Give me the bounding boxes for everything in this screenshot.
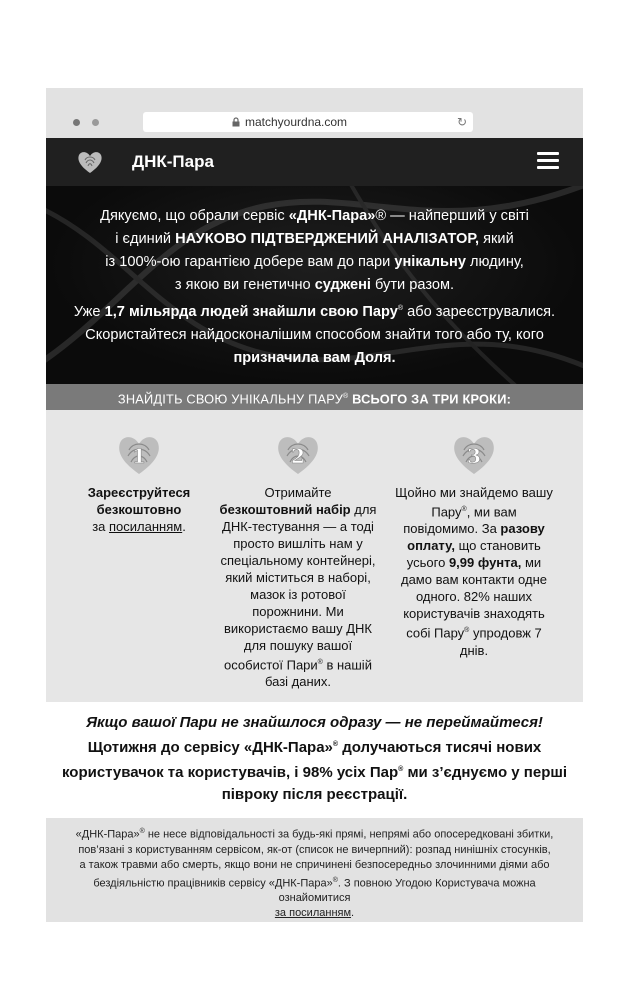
hero-line: і єдиний НАУКОВО ПІДТВЕРДЖЕНИЙ АНАЛІЗАТОР, який bbox=[115, 231, 514, 247]
heart-number-2-icon bbox=[275, 432, 321, 476]
steps-section bbox=[46, 410, 583, 702]
disclaimer: «ДНК-Пара»® не несе відповідальності за будь-які прямі, непрямі або опосередковані збитки, пов’язані з користуванням сервісом, як-от (список не вичерпний): розпад нинішніх стосунків, а також травми або смерть, якщо вони не спричинені безпосередньо злочинними діями або бездіяльністю працівників сервісу «ДНК-Пара»®. З повною Угодою Користувача можна ознайомитися за посиланням. bbox=[46, 818, 583, 922]
url-text: matchyourdna.com bbox=[245, 115, 348, 129]
hero-line: призначила вам Доля. bbox=[233, 349, 396, 366]
hero-line: з якою ви генетично суджені бути разом. bbox=[174, 277, 455, 293]
svg-text:2: 2 bbox=[291, 444, 305, 468]
step-1: 1 Зареєструйтеся безкоштовно за посиланням. bbox=[78, 432, 200, 535]
lock-icon bbox=[232, 117, 240, 127]
site-header bbox=[46, 138, 583, 186]
summary-text: Якщо вашої Пари не знайшлося одразу — не переймайтеся! Щотижня до сервісу «ДНК-Пара»® долучаються тисячі нових користувачок та користувачів, і 98% усіх Пар® ми з’єднуємо у перші півроку після реєстрації. bbox=[61, 714, 568, 803]
hero-line: із 100%-ою гарантією добере вам до пари унікальну людину, bbox=[105, 254, 524, 270]
step-3: 3 Щойно ми знайдемо вашу Пару®, ми вам повідомимо. За разову оплату, що становить усього 9,99 фунта, ми дамо вам контакти одне одного. 82% наших користувачів знаходять собі Пару® упродовж 7 днів. bbox=[394, 432, 554, 659]
window-dot[interactable] bbox=[73, 119, 80, 126]
window-dot[interactable] bbox=[92, 119, 99, 126]
hero-banner bbox=[46, 186, 583, 384]
svg-text:1: 1 bbox=[132, 444, 146, 468]
step-2: 2 Отримайте безкоштовний набір для ДНК-тестування — а тоді просто вишліть нам у спеціальному контейнері, який міститься в наборі, мазок із ротової порожнини. Ми використаємо вашу ДНК для пошуку вашої особистої Пари® в нашій базі даних. bbox=[218, 432, 378, 690]
steps-heading: ЗНАЙДІТЬ СВОЮ УНІКАЛЬНУ ПАРУ® ВСЬОГО ЗА ТРИ КРОКИ: bbox=[46, 384, 583, 410]
page-frame bbox=[46, 88, 583, 922]
reload-icon[interactable]: ↻ bbox=[456, 115, 467, 129]
address-bar[interactable] bbox=[143, 112, 473, 132]
hero-line: Дякуємо, що обрали сервіс «ДНК-Пара»® — найперший у світі bbox=[100, 208, 529, 224]
heart-number-3-icon bbox=[451, 432, 497, 476]
brand-name[interactable]: ДНК-Пара bbox=[132, 152, 214, 171]
heart-fingerprint-logo-icon[interactable] bbox=[76, 148, 104, 176]
menu-icon[interactable] bbox=[537, 152, 559, 170]
hero-line: Уже 1,7 мільярда людей знайшли свою Пару® або зареєструвалися. bbox=[73, 303, 556, 320]
browser-toolbar bbox=[46, 88, 583, 138]
heart-number-1-icon bbox=[116, 432, 162, 476]
hero-line: Скористайтеся найдосконалішим способом знайти того або ту, кого bbox=[85, 326, 544, 343]
terms-link[interactable]: за посиланням bbox=[274, 907, 352, 920]
svg-text:3: 3 bbox=[467, 444, 481, 468]
register-link[interactable]: посиланням bbox=[109, 519, 183, 534]
